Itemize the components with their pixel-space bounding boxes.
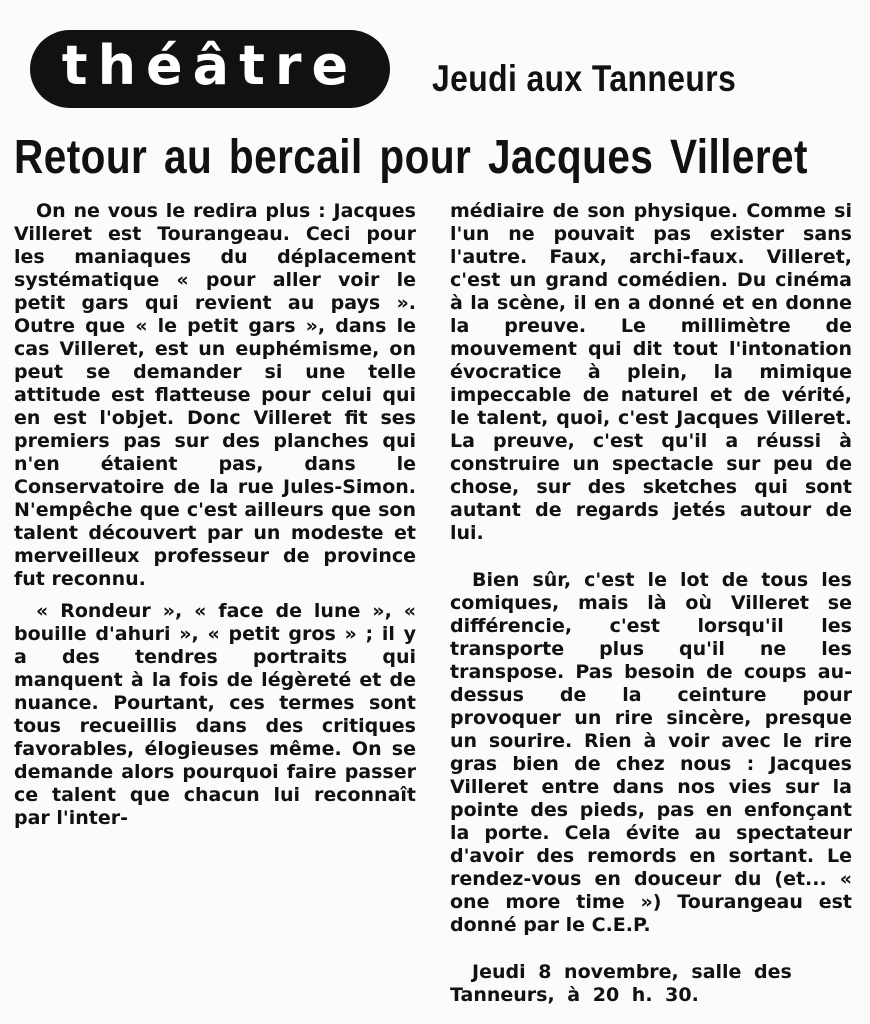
event-date-line: Jeudi 8 novembre, salle des [472,961,792,983]
article-paragraph: On ne vous le redira plus : Jacques Villeret est Tourangeau. Ceci pour les maniaques du déplacement systématique « pour aller voir le petit gars qui revient au pays ». Outre que « le petit gars », dans le cas Villeret, est un euphémisme, on peut se demander si une telle attitude est flatteuse pour celui qui en est l'objet. Donc Villeret fit ses premiers pas sur des planches qui n'en étaient pas, dans le Conservatoire de la rue Jules-Simon. N'empêche que c'est ailleurs que son talent découvert par un modeste et merveilleux professeur de province fut reconnu. [14,200,416,590]
kicker-title: Jeudi aux Tanneurs [432,58,737,99]
article-paragraph: médiaire de son physique. Comme si l'un ne pouvait pas exister sans l'autre. Faux, archi-faux. Villeret, c'est un grand comédien. Du cinéma à la scène, il en a donné et en donne la preuve. Le millimètre de mouvement qui dit tout l'intonation évocratice à plein, la mimique impeccable de naturel et de vérité, le talent, quoi, c'est Jacques Villeret. La preuve, c'est qu'il a réussi à construire un spectacle sur peu de chose, sur des sketches qui sont autant de regards jetés autour de lui. [450,200,852,544]
event-info [450,961,852,1007]
article-column-left [14,200,416,830]
article-paragraph: Bien sûr, c'est le lot de tous les comiques, mais là où Villeret se différencie, c'est lorsqu'il les transporte plus qu'il ne les transpose. Pas besoin de coups au-dessus de la ceinture pour provoquer un rire sincère, presque un sourire. Rien à voir avec le rire gras bien de chez nous : Jacques Villeret entre dans nos vies sur la pointe des pieds, pas en enfonçant la porte. Cela évite au spectateur d'avoir des remords en sortant. Le rendez-vous en douceur du (et... « one more time ») Tourangeau est donné par le C.E.P. [450,569,852,936]
headline: Retour au bercail pour Jacques Villeret [14,131,808,184]
article-paragraph: « Rondeur », « face de lune », « bouille d'ahuri », « petit gros » ; il y a des tendres portraits qui manquent à la fois de légèreté et de nuance. Pourtant, ces termes sont tous recueillis dans des critiques favorables, élogieuses même. On se demande alors pourquoi faire passer ce talent que chacun lui reconnaît par l'inter- [14,600,416,829]
rubric-badge [30,30,390,108]
article-column-right [450,200,852,1007]
rubric-label: théâtre [61,34,359,97]
event-time-line: Tanneurs, à 20 h. 30. [450,984,699,1006]
